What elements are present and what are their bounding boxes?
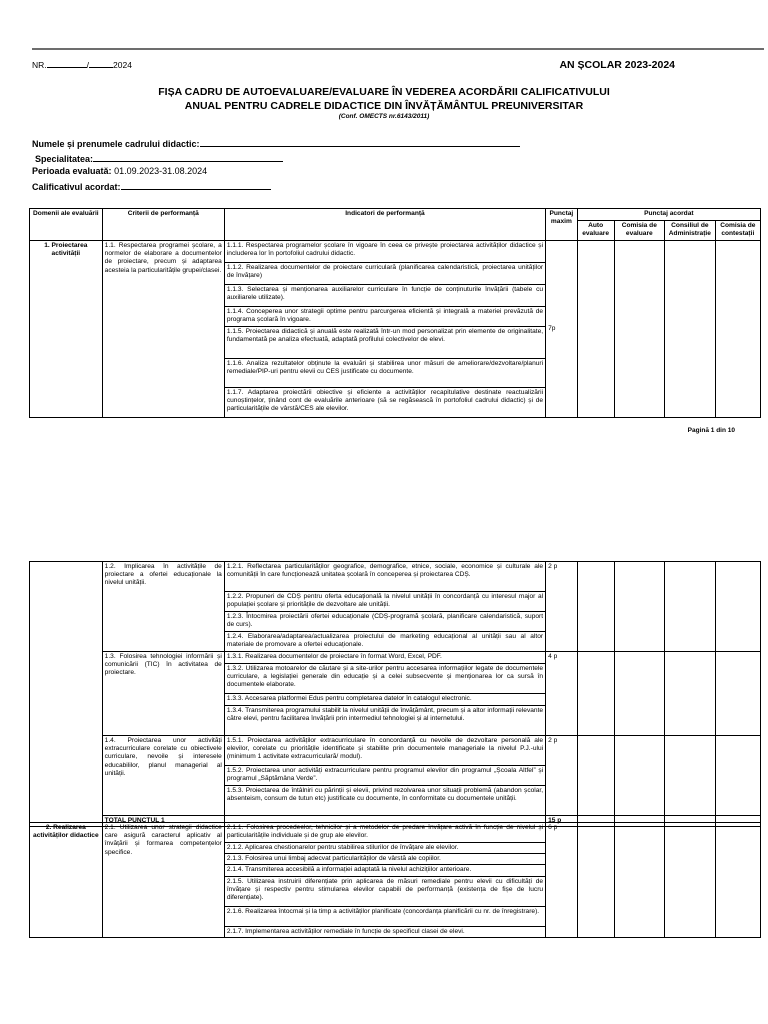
appeals-cell[interactable] (715, 562, 760, 652)
commission-cell[interactable] (614, 652, 665, 736)
self-evaluation-cell[interactable] (577, 241, 614, 418)
indicator-1-1-3: 1.1.3. Selectarea și menționarea auxiliarelor curriculare în funcție de conținuturile învățării (tabele cu auxiliarele utilizate). (224, 285, 545, 307)
indicator-1-1-7: 1.1.7. Adaptarea proiectării obiective și eficiente a activităților recapitulative destinate reactualizării cunoștințelor, ținând cont de evaluările anterioare (să se regăsească în portofoliul cadrului didactic) și de particularitățile de vârstă/CES ale elevilor. (224, 388, 545, 418)
page-number: Pagină 1 din 10 (687, 427, 735, 434)
criterion-1-1: 1.1. Respectarea programei școlare, a normelor de elaborare a documentelor de proiectare, precum și adaptarea acesteia la particularitățile grupei/clasei. (102, 241, 224, 418)
self-evaluation-cell[interactable] (577, 562, 614, 652)
header-self-evaluation: Auto evaluare (577, 221, 614, 241)
total-point-1-label: TOTAL PUNCTUL 1 (102, 816, 224, 827)
max-points-1-1: 7p (546, 241, 578, 418)
commission-cell[interactable] (614, 736, 665, 816)
indicator-1-5-1: 1.5.1. Proiectarea activităților extracurriculare în concordanță cu nevoile de dezvoltare personală ale elevilor, corelate cu prioritățile identificate și stabilite prin documentele manageriale la nivelul P.J.-ului (minimum 1 activitate extracurriculară/ modul). (224, 736, 545, 766)
board-cell[interactable] (665, 736, 716, 816)
indicator-2-1-6: 2.1.6. Realizarea întocmai și la timp a activităților planificate (concordanța planificării cu nr. de înregistrare). (224, 906, 545, 926)
indicator-1-3-2: 1.3.2. Utilizarea motoarelor de căutare și a site-urilor pentru accesarea informațiilor legate de documentele curriculare, a legislației generale din educație și a celei subsecvente și menționarea lor ca sursă în documentele elaborate. (224, 664, 545, 694)
header-max-points: Punctaj maxim (546, 209, 578, 241)
appeals-cell[interactable] (715, 241, 760, 418)
self-evaluation-cell[interactable] (577, 652, 614, 736)
total-point-1-value: 15 p (546, 816, 578, 827)
indicator-1-1-4: 1.1.4. Conceperea unor strategii optime pentru parcurgerea eficientă și integrală a materiei prevăzută de programa școlară în vigoare. (224, 307, 545, 327)
indicator-1-2-4: 1.2.4. Elaborarea/adaptarea/actualizarea proiectului de marketing educațional al unității sau al altor materiale de promovare a ofertei educaționale. (224, 632, 545, 652)
max-points-2-1: 6 p (546, 823, 578, 938)
indicator-1-2-2: 1.2.2. Propuneri de CDȘ pentru oferta educațională la nivelul unității în concordanță cu interesul major al populației școlare și prioritățile de dezvoltare ale unității. (224, 592, 545, 612)
self-evaluation-cell[interactable] (577, 736, 614, 816)
domain-1-cell: 1. Proiectarea activității (30, 241, 103, 418)
criterion-1-2: 1.2. Implicarea în activitățile de proiectare a ofertei educaționale la nivelul unității. (102, 562, 224, 652)
indicator-1-3-1: 1.3.1. Realizarea documentelor de proiectare în format Word, Excel, PDF. (224, 652, 545, 664)
form-title-line-1: FIȘA CADRU DE AUTOEVALUARE/EVALUARE ÎN VEDEREA ACORDĂRII CALIFICATIVULUI (158, 86, 610, 98)
header-awarded-points: Punctaj acordat (577, 209, 760, 221)
indicator-2-1-4: 2.1.4. Transmiterea accesibilă a informației adaptată la nivelul achizițiilor anterioare. (224, 865, 545, 876)
header-appeals-commission: Comisia de contestații (715, 221, 760, 241)
indicator-1-1-5: 1.1.5. Proiectarea didactică și anuală este realizată într-un mod personalizat prin elemente de originalitate, fundamentată pe analiza efectuată, adaptată profilului colectivelor de elevi. (224, 327, 545, 359)
board-cell[interactable] (665, 652, 716, 736)
nr-separator: / (86, 60, 90, 70)
header-administration-board: Consiliul de Administrație (665, 221, 716, 241)
indicator-1-2-3: 1.2.3. Întocmirea proiectării ofertei educaționale (CDȘ-programă școlară, planificare calendaristică, suport de curs). (224, 612, 545, 632)
criterion-1-4: 1.4. Proiectarea unor activități extracurriculare corelate cu obiectivele curriculare, nevoile și interesele educabililor, planul managerial al unității. (102, 736, 224, 816)
form-legal-reference: (Conf. OMECTS nr.6143/2011) (338, 113, 430, 120)
board-cell[interactable] (665, 241, 716, 418)
indicator-2-1-1: 2.1.1. Folosirea procedeelor, tehnicilor și a metodelor de predare învățare activă în funcție de nivelul și particularitățile individuale și de grup ale elevilor. (224, 823, 545, 843)
header-indicators: Indicatori de performanță (224, 209, 545, 241)
top-rule (32, 48, 764, 50)
criterion-1-3: 1.3. Folosirea tehnologiei informării și comunicării (TIC) în activitatea de proiectare. (102, 652, 224, 736)
indicator-1-5-3: 1.5.3. Proiectarea de întâlniri cu părinții și elevii, privind rezolvarea unor situații problemă (abandon școlar, absenteism, consum de tutun etc) justificate cu documente, în conformitate cu documentele unității. (224, 786, 545, 816)
criterion-2-1: 2.1. Utilizarea unor strategii didactice care asigură caracterul aplicativ al învățării și formarea competențelor specifice. (102, 823, 224, 938)
teacher-name-field: Numele și prenumele cadrului didactic: (32, 137, 520, 149)
indicator-1-1-1: 1.1.1. Respectarea programelor școlare în vigoare în ceea ce privește proiectarea activităților didactice și includerea lor în portofoliul cadrului didactic. (224, 241, 545, 263)
specialty-field: Specialitatea: (35, 152, 283, 164)
appeals-cell[interactable] (715, 736, 760, 816)
appeals-cell[interactable] (715, 652, 760, 736)
header-criteria: Criterii de performanță (102, 209, 224, 241)
indicator-2-1-5: 2.1.5. Utilizarea instruirii diferențiate prin aplicarea de măsuri remediale pentru elevii cu dificultăți de învățare și respectiv pentru stimularea elevilor capabili de performanță (existența de fișe de lucru diferențiate). (224, 876, 545, 906)
indicator-1-3-4: 1.3.4. Transmiterea programului stabilit la nivelul unității de învățământ, precum și a altor informații relevante către elevi, pentru facilitarea învățării prin intermediul tehnologiei și al internetului. (224, 706, 545, 736)
evaluation-table-page-2 (29, 561, 761, 827)
school-year: AN ȘCOLAR 2023-2024 (559, 59, 675, 71)
document-page-1 (0, 0, 768, 450)
domain-1-continued-cell (30, 562, 103, 827)
board-cell[interactable] (665, 562, 716, 652)
evaluation-period-field: Perioada evaluată: 01.09.2023-31.08.2024 (32, 166, 208, 176)
indicator-2-1-7: 2.1.7. Implementarea activităților remediale în funcție de specificul clasei de elevi. (224, 926, 545, 937)
appeals-cell[interactable] (715, 823, 760, 938)
header-domains: Domenii ale evaluării (30, 209, 103, 241)
max-points-1-4: 2 p (546, 736, 578, 816)
indicator-1-5-2: 1.5.2. Proiectarea unor activități extracurriculare pentru programul elevilor din programul „Școala Altfel” și programul „Săptămâna Verde”. (224, 766, 545, 786)
max-points-1-2: 2 p (546, 562, 578, 652)
form-title-line-2: ANUAL PENTRU CADRELE DIDACTICE DIN ÎNVĂȚĂMÂNTUL PREUNIVERSITAR (184, 100, 584, 112)
max-points-1-3: 4 p (546, 652, 578, 736)
evaluation-table-page-1 (29, 208, 761, 418)
document-page-2 (0, 555, 768, 1024)
indicator-1-2-1: 1.2.1. Reflectarea particularităților geografice, demografice, etnice, sociale, economice și culturale ale comunității în care funcționează unitatea școlară în conceperea și proiectarea CDȘ. (224, 562, 545, 592)
commission-cell[interactable] (614, 562, 665, 652)
commission-cell[interactable] (614, 823, 665, 938)
evaluation-table-page-2-domain-2 (29, 822, 761, 938)
awarded-grade-field: Calificativul acordat: (32, 180, 271, 192)
header-evaluation-commission: Comisia de evaluare (614, 221, 665, 241)
board-cell[interactable] (665, 823, 716, 938)
indicator-2-1-3: 2.1.3. Folosirea unui limbaj adecvat particularităților de vârstă ale copiilor. (224, 854, 545, 865)
registration-number (32, 60, 132, 70)
commission-cell[interactable] (614, 241, 665, 418)
nr-year: 2024 (113, 60, 132, 70)
indicator-1-1-2: 1.1.2. Realizarea documentelor de proiectare curriculară (planificarea calendaristică, proiectarea unităților de învățare) (224, 263, 545, 285)
nr-prefix: NR. (32, 60, 47, 70)
indicator-2-1-2: 2.1.2. Aplicarea chestionarelor pentru stabilirea stilurilor de învățare ale elevilor. (224, 843, 545, 854)
indicator-1-1-6: 1.1.6. Analiza rezultatelor obținute la evaluări și stabilirea unor măsuri de ameliorare/dezvoltare/planuri remediale/PIP-uri pentru elevii cu CES justificate cu documente. (224, 359, 545, 388)
domain-2-cell: 2. Realizarea activităților didactice (30, 823, 103, 938)
indicator-1-3-3: 1.3.3. Accesarea platformei Edus pentru completarea datelor în catalogul electronic. (224, 694, 545, 706)
self-evaluation-cell[interactable] (577, 823, 614, 938)
